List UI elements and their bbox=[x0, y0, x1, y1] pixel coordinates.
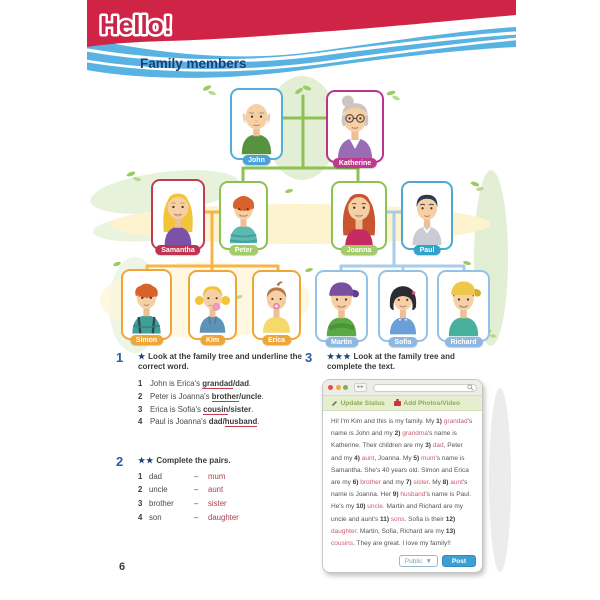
person-card-peter bbox=[219, 181, 268, 254]
name-tag-kim: Kim bbox=[200, 335, 225, 345]
name-tag-simon: Simon bbox=[130, 335, 163, 345]
name-tag-richard: Richard bbox=[444, 337, 482, 347]
avatar-john bbox=[232, 90, 281, 158]
name-tag-john: John bbox=[242, 155, 271, 165]
tab-update-status[interactable]: Update Status bbox=[331, 400, 385, 407]
post-button[interactable]: Post bbox=[442, 555, 476, 567]
close-dot-icon[interactable] bbox=[328, 385, 333, 390]
difficulty-stars: ★ bbox=[138, 352, 147, 361]
avatar-simon bbox=[123, 271, 170, 338]
difficulty-stars: ★★★ bbox=[327, 352, 352, 361]
person-card-sofia bbox=[378, 270, 428, 346]
exercise-1 bbox=[116, 352, 311, 431]
person-card-john bbox=[230, 88, 283, 164]
written-answer: sister bbox=[208, 498, 227, 508]
avatar-richard bbox=[439, 272, 488, 340]
exercise-3-number: 3 bbox=[305, 350, 313, 365]
name-tag-erica: Erica bbox=[262, 335, 291, 345]
name-tag-martin: Martin bbox=[325, 337, 358, 347]
search-bar[interactable] bbox=[373, 384, 477, 392]
person-card-richard bbox=[437, 270, 490, 346]
page-number: 6 bbox=[119, 561, 126, 573]
avatar-martin bbox=[317, 272, 366, 340]
name-tag-joanna: Joanna bbox=[341, 245, 378, 255]
person-card-erica bbox=[252, 270, 301, 344]
window-titlebar bbox=[323, 380, 482, 396]
avatar-samantha bbox=[153, 181, 203, 248]
list-item: 2 Peter is Joanna's brother/uncle. bbox=[138, 391, 264, 401]
avatar-peter bbox=[221, 183, 266, 248]
name-tag-samantha: Samantha bbox=[155, 245, 200, 255]
pair-row: 2 uncle – aunt bbox=[138, 486, 311, 495]
list-item: 1 John is Erica's grandad/dad. bbox=[138, 379, 252, 389]
person-card-martin bbox=[315, 270, 368, 346]
avatar-katherine bbox=[328, 92, 382, 161]
written-answer: mum bbox=[208, 471, 226, 481]
list-item: 4 Paul is Joanna's dad/husband. bbox=[138, 417, 260, 427]
back-forward-buttons[interactable]: ◂ ▸ bbox=[354, 383, 367, 392]
exercise-2-number: 2 bbox=[116, 454, 124, 469]
difficulty-stars: ★★ bbox=[138, 456, 155, 465]
zoom-dot-icon[interactable] bbox=[343, 385, 348, 390]
name-tag-katherine: Katherine bbox=[333, 158, 377, 168]
name-tag-sofia: Sofia bbox=[388, 337, 417, 347]
pair-row: 3 brother – sister bbox=[138, 500, 311, 509]
tab-add-photos-video[interactable]: Add Photos/Video bbox=[394, 400, 460, 407]
search-icon bbox=[467, 384, 474, 391]
window-tabs bbox=[323, 396, 482, 411]
exercise-1-title: ★ Look at the family tree and underline the correct word. bbox=[138, 352, 302, 371]
status-window bbox=[322, 379, 483, 573]
person-card-joanna bbox=[331, 181, 387, 254]
pair-row: 1 dad – mum bbox=[138, 473, 311, 482]
privacy-dropdown[interactable]: Public ▼ bbox=[399, 555, 438, 567]
avatar-paul bbox=[403, 183, 451, 248]
person-card-paul bbox=[401, 181, 453, 254]
name-tag-peter: Peter bbox=[229, 245, 259, 255]
person-card-samantha bbox=[151, 179, 205, 254]
camera-icon bbox=[394, 401, 401, 406]
window-footer bbox=[399, 555, 476, 567]
avatar-erica bbox=[254, 272, 299, 338]
unit-title: Hello! bbox=[100, 10, 173, 40]
person-card-simon bbox=[121, 269, 172, 344]
exercise-1-number: 1 bbox=[116, 350, 124, 365]
pair-row: 4 son – daughter bbox=[138, 514, 311, 523]
person-card-kim bbox=[188, 270, 237, 344]
chevron-down-icon: ▼ bbox=[425, 557, 432, 565]
written-answer: aunt bbox=[208, 485, 224, 495]
written-answer: daughter bbox=[208, 512, 239, 522]
avatar-joanna bbox=[333, 183, 385, 248]
exercise-3 bbox=[305, 352, 470, 371]
status-text: Hi! I'm Kim and this is my family. My 1) grandad's name is John and my 2) grandma's name is Katherine. Their children are my 3) dad, Peter and my 4) aunt, Joanna. My 5) mum's name is Samantha. She's 40 years old. Simon and Erica are my 6) brother and my 7) sister. My 8) aunt's name is Joanna. Her 9) husband's name is Paul. He's my 10) uncle. Martin and Richard are my uncle and aunt's 11) sons. Sofia is their 12) daughter. Martin, Sofia, Richard are my 13) cousins. They are great. I love my family!! bbox=[331, 418, 473, 548]
exercise-3-title: ★★★ Look at the family tree and complete the text. bbox=[327, 352, 455, 371]
person-card-katherine bbox=[326, 90, 384, 167]
avatar-kim bbox=[190, 272, 235, 338]
list-item: 3 Erica is Sofia's cousin/sister. bbox=[138, 404, 254, 414]
section-title: Family members bbox=[140, 56, 247, 71]
avatar-sofia bbox=[380, 272, 426, 340]
exercise-2-title: ★★ Complete the pairs. bbox=[138, 456, 231, 465]
name-tag-paul: Paul bbox=[414, 245, 441, 255]
exercise-2 bbox=[116, 456, 311, 527]
pencil-icon bbox=[331, 400, 338, 407]
minimize-dot-icon[interactable] bbox=[336, 385, 341, 390]
